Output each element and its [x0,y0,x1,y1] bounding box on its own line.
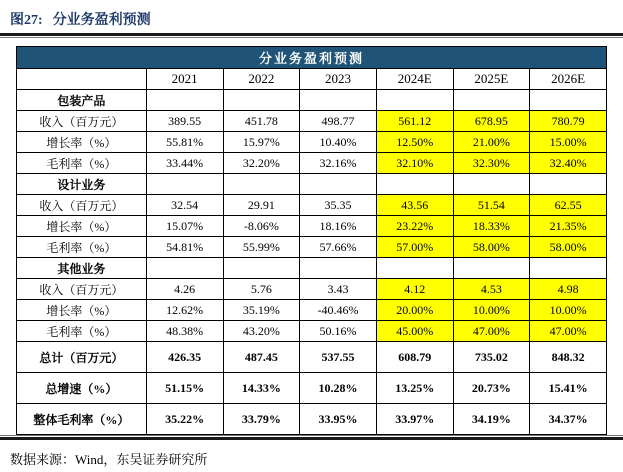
table-body [17,90,607,435]
forecast-table [16,46,607,435]
row-label: 收入（百万元） [17,111,147,132]
table-row [17,300,607,321]
empty-cell [530,174,607,195]
total-label: 整体毛利率（%） [17,404,147,435]
total-value-cell: 33.95% [300,404,377,435]
row-label: 收入（百万元） [17,279,147,300]
value-cell: 18.33% [453,216,530,237]
total-value-cell: 426.35 [146,342,223,373]
table-row [17,237,607,258]
value-cell: 62.55 [530,195,607,216]
row-label: 增长率（%） [17,216,147,237]
column-header-2024e: 2024E [376,69,453,90]
empty-cell [223,258,300,279]
total-value-cell: 15.41% [530,373,607,404]
table-row [17,132,607,153]
total-value-cell: 34.37% [530,404,607,435]
value-cell: 29.91 [223,195,300,216]
empty-cell [300,258,377,279]
section-name: 其他业务 [17,258,147,279]
value-cell: 33.44% [146,153,223,174]
total-value-cell: 33.97% [376,404,453,435]
value-cell: 55.81% [146,132,223,153]
total-value-cell: 537.55 [300,342,377,373]
value-cell: 15.97% [223,132,300,153]
value-cell: 47.00% [453,321,530,342]
total-value-cell: 33.79% [223,404,300,435]
value-cell: 4.53 [453,279,530,300]
table-row [17,216,607,237]
value-cell: 12.62% [146,300,223,321]
empty-cell [223,90,300,111]
value-cell: 15.00% [530,132,607,153]
value-cell: 10.00% [530,300,607,321]
bottom-rule [0,435,623,440]
empty-cell [376,174,453,195]
section-name: 设计业务 [17,174,147,195]
row-label: 毛利率（%） [17,237,147,258]
value-cell: 12.50% [376,132,453,153]
value-cell: 57.00% [376,237,453,258]
value-cell: 561.12 [376,111,453,132]
value-cell: 57.66% [300,237,377,258]
total-label: 总增速（%） [17,373,147,404]
empty-cell [146,174,223,195]
column-header-blank [17,69,147,90]
value-cell: 23.22% [376,216,453,237]
value-cell: 15.07% [146,216,223,237]
value-cell: 3.43 [300,279,377,300]
column-header-2025e: 2025E [453,69,530,90]
total-value-cell: 10.28% [300,373,377,404]
column-header-2022: 2022 [223,69,300,90]
total-value-cell: 14.33% [223,373,300,404]
value-cell: 48.38% [146,321,223,342]
empty-cell [300,174,377,195]
total-value-cell: 35.22% [146,404,223,435]
total-label: 总计（百万元） [17,342,147,373]
total-value-cell: 34.19% [453,404,530,435]
value-cell: 55.99% [223,237,300,258]
section-header-row [17,258,607,279]
figure-title [0,0,623,33]
empty-cell [376,258,453,279]
value-cell: -8.06% [223,216,300,237]
value-cell: 43.56 [376,195,453,216]
empty-cell [453,90,530,111]
row-label: 毛利率（%） [17,321,147,342]
total-value-cell: 735.02 [453,342,530,373]
total-row [17,373,607,404]
column-header-2023: 2023 [300,69,377,90]
value-cell: 451.78 [223,111,300,132]
table-row [17,279,607,300]
total-row [17,342,607,373]
total-value-cell: 20.73% [453,373,530,404]
row-label: 收入（百万元） [17,195,147,216]
value-cell: 51.54 [453,195,530,216]
value-cell: 389.55 [146,111,223,132]
value-cell: 32.30% [453,153,530,174]
value-cell: 10.00% [453,300,530,321]
section-name: 包装产品 [17,90,147,111]
value-cell: 10.40% [300,132,377,153]
value-cell: 32.20% [223,153,300,174]
empty-cell [146,90,223,111]
empty-cell [530,258,607,279]
table-row [17,195,607,216]
total-row [17,404,607,435]
empty-cell [530,90,607,111]
value-cell: 4.26 [146,279,223,300]
value-cell: 58.00% [453,237,530,258]
value-cell: 32.16% [300,153,377,174]
value-cell: 43.20% [223,321,300,342]
total-value-cell: 51.15% [146,373,223,404]
value-cell: 35.19% [223,300,300,321]
table-row [17,153,607,174]
total-value-cell: 487.45 [223,342,300,373]
row-label: 增长率（%） [17,300,147,321]
section-header-row [17,90,607,111]
total-value-cell: 848.32 [530,342,607,373]
value-cell: 54.81% [146,237,223,258]
value-cell: 32.40% [530,153,607,174]
empty-cell [146,258,223,279]
value-cell: 21.35% [530,216,607,237]
total-value-cell: 13.25% [376,373,453,404]
table-title: 分业务盈利预测 [17,47,607,69]
figure-name: 分业务盈利预测 [52,13,151,28]
table-title-row [17,47,607,69]
figure-label: 图27: [10,13,43,28]
value-cell: 58.00% [530,237,607,258]
value-cell: 5.76 [223,279,300,300]
data-source: 数据来源：Wind，东吴证券研究所 [10,452,208,467]
row-label: 毛利率（%） [17,153,147,174]
empty-cell [453,258,530,279]
row-label: 增长率（%） [17,132,147,153]
value-cell: -40.46% [300,300,377,321]
value-cell: 50.16% [300,321,377,342]
table-row [17,321,607,342]
empty-cell [300,90,377,111]
value-cell: 4.98 [530,279,607,300]
section-header-row [17,174,607,195]
value-cell: 678.95 [453,111,530,132]
value-cell: 780.79 [530,111,607,132]
empty-cell [223,174,300,195]
value-cell: 35.35 [300,195,377,216]
column-header-row [17,69,607,90]
top-rule [0,33,623,38]
empty-cell [453,174,530,195]
column-header-2026e: 2026E [530,69,607,90]
table-row [17,111,607,132]
value-cell: 32.54 [146,195,223,216]
value-cell: 18.16% [300,216,377,237]
value-cell: 45.00% [376,321,453,342]
empty-cell [376,90,453,111]
total-value-cell: 608.79 [376,342,453,373]
value-cell: 21.00% [453,132,530,153]
column-header-2021: 2021 [146,69,223,90]
value-cell: 32.10% [376,153,453,174]
value-cell: 4.12 [376,279,453,300]
value-cell: 498.77 [300,111,377,132]
value-cell: 20.00% [376,300,453,321]
value-cell: 47.00% [530,321,607,342]
